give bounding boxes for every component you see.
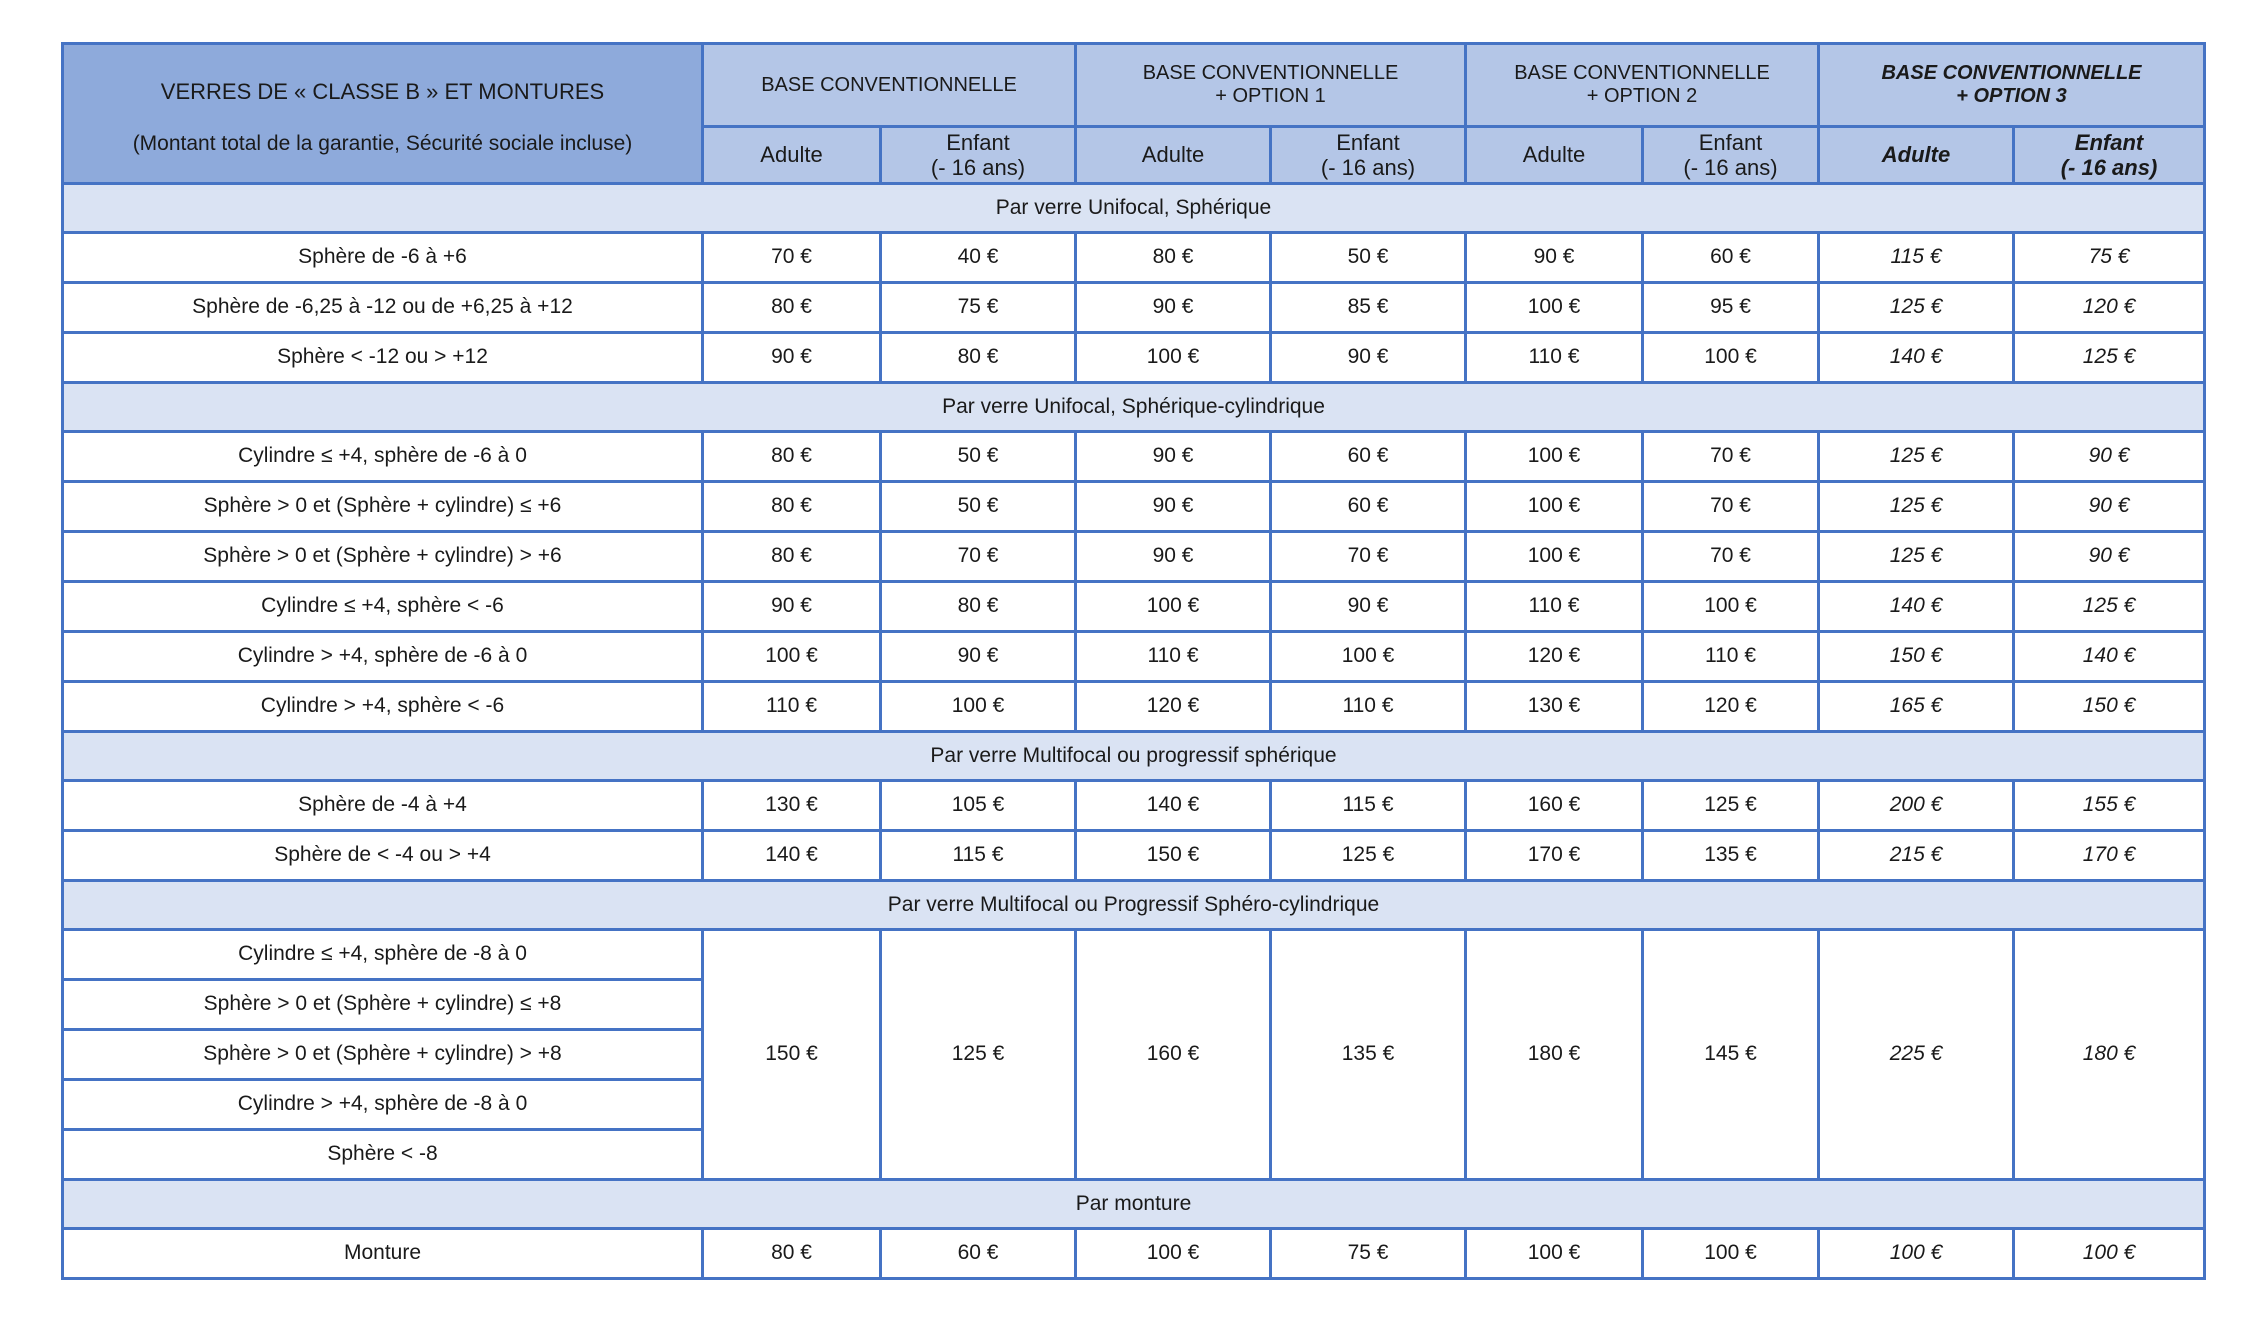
amount-cell: 200 € (1819, 781, 2014, 831)
group-header-line2: + OPTION 1 (1215, 85, 1326, 107)
amount-cell: 100 € (1466, 482, 1643, 532)
amount-cell: 100 € (1819, 1229, 2014, 1279)
amount-cell: 140 € (703, 831, 881, 881)
col-header-adult-label: Adulte (760, 142, 823, 168)
amount-cell: 125 € (1271, 831, 1466, 881)
col-header-adult (1076, 127, 1271, 184)
amount-cell: 125 € (2014, 333, 2205, 383)
amount-cell: 150 € (1076, 831, 1271, 881)
col-header-child-line2: (- 16 ans) (2060, 155, 2158, 180)
amount-cell: 135 € (1643, 831, 1819, 881)
amount-cell: 110 € (1076, 632, 1271, 682)
amount-cell: 100 € (881, 682, 1076, 732)
row-label: Cylindre > +4, sphère de -8 à 0 (63, 1080, 703, 1130)
amount-cell: 70 € (703, 233, 881, 283)
amount-cell: 125 € (1643, 781, 1819, 831)
amount-cell: 155 € (2014, 781, 2205, 831)
amount-cell: 80 € (703, 283, 881, 333)
section-header-row (63, 383, 2205, 432)
section-header-row (63, 184, 2205, 233)
amount-cell: 125 € (1819, 432, 2014, 482)
amount-cell: 90 € (703, 582, 881, 632)
amount-cell: 80 € (703, 432, 881, 482)
amount-cell: 60 € (1271, 432, 1466, 482)
amount-cell: 125 € (2014, 582, 2205, 632)
amount-cell: 60 € (881, 1229, 1076, 1279)
col-header-child (1643, 127, 1819, 184)
amount-cell: 145 € (1643, 930, 1819, 1180)
col-header-child-line1: Enfant (1336, 129, 1400, 155)
amount-cell: 100 € (1466, 283, 1643, 333)
table-row (63, 831, 2205, 881)
amount-cell: 90 € (881, 632, 1076, 682)
amount-cell: 90 € (2014, 482, 2205, 532)
table-row (63, 532, 2205, 582)
row-label: Sphère de -6 à +6 (63, 233, 703, 283)
row-label: Sphère < -12 ou > +12 (63, 333, 703, 383)
amount-cell: 75 € (1271, 1229, 1466, 1279)
table-row (63, 632, 2205, 682)
group-header-option1 (1076, 44, 1466, 127)
amount-cell: 70 € (1271, 532, 1466, 582)
amount-cell: 70 € (1643, 432, 1819, 482)
section-header-row (63, 881, 2205, 930)
amount-cell: 110 € (1466, 333, 1643, 383)
amount-cell: 120 € (1466, 632, 1643, 682)
amount-cell: 115 € (1819, 233, 2014, 283)
amount-cell: 160 € (1076, 930, 1271, 1180)
row-label: Sphère > 0 et (Sphère + cylindre) ≤ +8 (63, 980, 703, 1030)
amount-cell: 100 € (1271, 632, 1466, 682)
amount-cell: 150 € (1819, 632, 2014, 682)
amount-cell: 170 € (1466, 831, 1643, 881)
amount-cell: 110 € (703, 682, 881, 732)
col-header-child (881, 127, 1076, 184)
amount-cell: 100 € (703, 632, 881, 682)
amount-cell: 90 € (1271, 582, 1466, 632)
section-title: Par verre Multifocal ou progressif sphérique (63, 732, 2205, 781)
amount-cell: 70 € (1643, 532, 1819, 582)
col-header-child (2014, 127, 2205, 184)
amount-cell: 170 € (2014, 831, 2205, 881)
amount-cell: 90 € (1076, 283, 1271, 333)
table-row (63, 582, 2205, 632)
row-label: Sphère > 0 et (Sphère + cylindre) > +6 (63, 532, 703, 582)
guarantee-table (61, 42, 2206, 1280)
amount-cell: 160 € (1466, 781, 1643, 831)
amount-cell: 130 € (703, 781, 881, 831)
amount-cell: 50 € (881, 432, 1076, 482)
amount-cell: 150 € (703, 930, 881, 1180)
amount-cell: 100 € (1643, 333, 1819, 383)
row-label: Sphère de -6,25 à -12 ou de +6,25 à +12 (63, 283, 703, 333)
amount-cell: 90 € (703, 333, 881, 383)
amount-cell: 40 € (881, 233, 1076, 283)
row-label: Cylindre ≤ +4, sphère de -8 à 0 (63, 930, 703, 980)
col-header-child-line1: Enfant (1698, 129, 1763, 155)
amount-cell: 140 € (1076, 781, 1271, 831)
table-row (63, 1229, 2205, 1279)
table-row (63, 283, 2205, 333)
amount-cell: 70 € (1643, 482, 1819, 532)
amount-cell: 100 € (1076, 1229, 1271, 1279)
amount-cell: 90 € (2014, 532, 2205, 582)
table-header (63, 44, 2205, 184)
amount-cell: 215 € (1819, 831, 2014, 881)
amount-cell: 125 € (1819, 532, 2014, 582)
amount-cell: 125 € (881, 930, 1076, 1180)
amount-cell: 80 € (881, 333, 1076, 383)
amount-cell: 150 € (2014, 682, 2205, 732)
section-title: Par monture (63, 1180, 2205, 1229)
row-label: Sphère > 0 et (Sphère + cylindre) > +8 (63, 1030, 703, 1080)
row-label: Monture (63, 1229, 703, 1279)
amount-cell: 60 € (1643, 233, 1819, 283)
amount-cell: 110 € (1643, 632, 1819, 682)
amount-cell: 90 € (1466, 233, 1643, 283)
col-header-adult (703, 127, 881, 184)
amount-cell: 165 € (1819, 682, 2014, 732)
amount-cell: 80 € (703, 532, 881, 582)
table-row (63, 682, 2205, 732)
amount-cell: 90 € (1076, 482, 1271, 532)
amount-cell: 90 € (2014, 432, 2205, 482)
col-header-adult-label: Adulte (1881, 142, 1951, 168)
amount-cell: 120 € (1076, 682, 1271, 732)
amount-cell: 50 € (881, 482, 1076, 532)
section-header-row (63, 1180, 2205, 1229)
table-body (63, 184, 2205, 1279)
amount-cell: 110 € (1466, 582, 1643, 632)
row-label: Sphère de < -4 ou > +4 (63, 831, 703, 881)
amount-cell: 100 € (1466, 432, 1643, 482)
table-row (63, 930, 2205, 980)
amount-cell: 80 € (703, 482, 881, 532)
table-row (63, 781, 2205, 831)
row-label: Cylindre > +4, sphère de -6 à 0 (63, 632, 703, 682)
header-corner-cell (63, 44, 703, 184)
section-title: Par verre Multifocal ou Progressif Sphéro-cylindrique (63, 881, 2205, 930)
row-label: Cylindre ≤ +4, sphère < -6 (63, 582, 703, 632)
group-header-line2: + OPTION 2 (1586, 85, 1698, 107)
table-subtitle: (Montant total de la garantie, Sécurité sociale incluse) (132, 132, 633, 156)
section-header-row (63, 732, 2205, 781)
amount-cell: 90 € (1076, 432, 1271, 482)
amount-cell: 80 € (1076, 233, 1271, 283)
amount-cell: 125 € (1819, 482, 2014, 532)
col-header-child-line2: (- 16 ans) (1320, 155, 1416, 180)
amount-cell: 80 € (703, 1229, 881, 1279)
amount-cell: 125 € (1819, 283, 2014, 333)
group-header-line1: BASE CONVENTIONNELLE (1514, 62, 1770, 84)
group-header-line1: BASE CONVENTIONNELLE (1881, 62, 2142, 84)
table-title: VERRES DE « CLASSE B » ET MONTURES (160, 78, 605, 104)
amount-cell: 100 € (2014, 1229, 2205, 1279)
amount-cell: 100 € (1643, 1229, 1819, 1279)
row-label: Sphère < -8 (63, 1130, 703, 1180)
amount-cell: 100 € (1643, 582, 1819, 632)
amount-cell: 70 € (881, 532, 1076, 582)
table-row (63, 482, 2205, 532)
col-header-adult-label: Adulte (1522, 142, 1586, 168)
amount-cell: 120 € (1643, 682, 1819, 732)
amount-cell: 105 € (881, 781, 1076, 831)
amount-cell: 75 € (2014, 233, 2205, 283)
col-header-adult (1819, 127, 2014, 184)
group-header-base (703, 44, 1076, 127)
col-header-child (1271, 127, 1466, 184)
amount-cell: 85 € (1271, 283, 1466, 333)
row-label: Cylindre > +4, sphère < -6 (63, 682, 703, 732)
amount-cell: 115 € (881, 831, 1076, 881)
amount-cell: 100 € (1076, 582, 1271, 632)
amount-cell: 180 € (2014, 930, 2205, 1180)
group-header-option3 (1819, 44, 2205, 127)
amount-cell: 90 € (1076, 532, 1271, 582)
group-header-line2: + OPTION 3 (1956, 85, 2067, 107)
amount-cell: 225 € (1819, 930, 2014, 1180)
col-header-child-line1: Enfant (946, 129, 1010, 155)
row-label: Cylindre ≤ +4, sphère de -6 à 0 (63, 432, 703, 482)
table-row (63, 233, 2205, 283)
row-label: Sphère de -4 à +4 (63, 781, 703, 831)
amount-cell: 130 € (1466, 682, 1643, 732)
amount-cell: 100 € (1466, 1229, 1643, 1279)
amount-cell: 95 € (1643, 283, 1819, 333)
amount-cell: 50 € (1271, 233, 1466, 283)
amount-cell: 75 € (881, 283, 1076, 333)
col-header-child-line1: Enfant (2074, 129, 2144, 155)
col-header-child-line2: (- 16 ans) (1683, 155, 1778, 180)
group-header-option2 (1466, 44, 1819, 127)
amount-cell: 110 € (1271, 682, 1466, 732)
amount-cell: 180 € (1466, 930, 1643, 1180)
amount-cell: 120 € (2014, 283, 2205, 333)
amount-cell: 140 € (1819, 582, 2014, 632)
amount-cell: 60 € (1271, 482, 1466, 532)
col-header-adult-label: Adulte (1141, 142, 1205, 168)
group-header-line1: BASE CONVENTIONNELLE (761, 73, 1017, 96)
col-header-adult (1466, 127, 1643, 184)
table-row (63, 432, 2205, 482)
section-title: Par verre Unifocal, Sphérique (63, 184, 2205, 233)
amount-cell: 140 € (1819, 333, 2014, 383)
amount-cell: 100 € (1466, 532, 1643, 582)
section-title: Par verre Unifocal, Sphérique-cylindrique (63, 383, 2205, 432)
amount-cell: 115 € (1271, 781, 1466, 831)
table-row (63, 333, 2205, 383)
col-header-child-line2: (- 16 ans) (930, 155, 1026, 180)
amount-cell: 135 € (1271, 930, 1466, 1180)
amount-cell: 140 € (2014, 632, 2205, 682)
amount-cell: 100 € (1076, 333, 1271, 383)
amount-cell: 90 € (1271, 333, 1466, 383)
amount-cell: 80 € (881, 582, 1076, 632)
group-header-line1: BASE CONVENTIONNELLE (1142, 62, 1399, 84)
row-label: Sphère > 0 et (Sphère + cylindre) ≤ +6 (63, 482, 703, 532)
